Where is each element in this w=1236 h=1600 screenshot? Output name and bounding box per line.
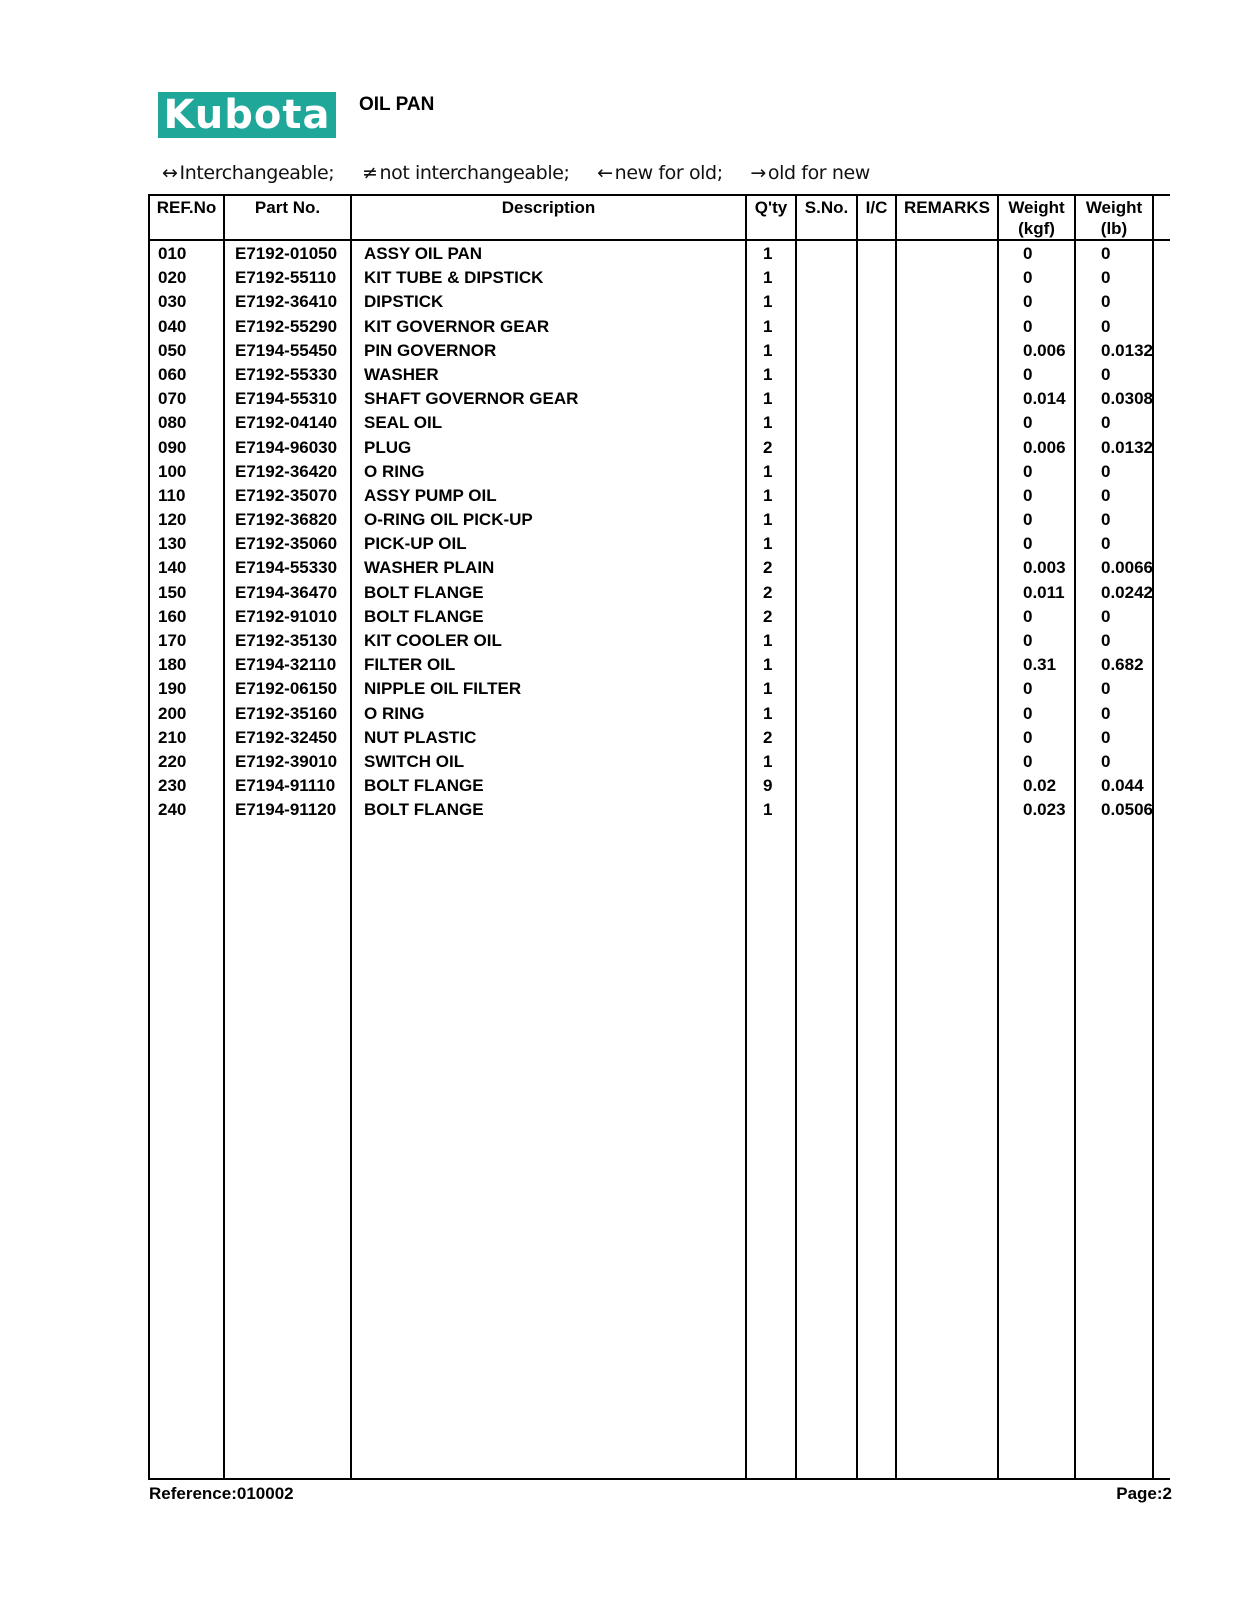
cell-qty: 2 <box>763 606 773 626</box>
cell-qty: 1 <box>763 655 773 675</box>
cell-qty: 1 <box>763 703 773 723</box>
cell-desc: NIPPLE OIL FILTER <box>364 679 522 699</box>
cell-desc: ASSY PUMP OIL <box>364 485 497 505</box>
legend-item: ↔ Interchangeable; <box>162 162 335 184</box>
cell-kgf: 0 <box>1023 606 1033 626</box>
cell-desc: KIT TUBE & DIPSTICK <box>364 268 544 288</box>
table-row <box>148 363 1170 387</box>
header-divider <box>148 239 1170 241</box>
cell-ref: 020 <box>158 268 187 288</box>
table-row <box>148 387 1170 411</box>
cell-desc: PIN GOVERNOR <box>364 340 497 360</box>
cell-lb: 0.0242 <box>1101 582 1153 602</box>
arrow-left-icon: ← <box>597 162 613 184</box>
cell-kgf: 0 <box>1023 316 1033 336</box>
logo-text: Kubota <box>163 92 331 138</box>
table-row <box>148 242 1170 266</box>
cell-ref: 220 <box>158 751 187 771</box>
cell-ref: 160 <box>158 606 187 626</box>
cell-ref: 090 <box>158 437 187 457</box>
cell-part: E7194-36470 <box>235 582 338 602</box>
cell-qty: 1 <box>763 244 773 263</box>
cell-qty: 1 <box>763 413 773 433</box>
cell-qty: 1 <box>763 316 773 336</box>
cell-lb: 0 <box>1101 703 1111 723</box>
not-equal-icon: ≠ <box>361 162 378 184</box>
cell-part: E7192-35060 <box>235 534 338 554</box>
table-row <box>148 532 1170 556</box>
cell-kgf: 0 <box>1023 534 1033 554</box>
cell-kgf: 0.023 <box>1023 800 1066 820</box>
cell-ref: 140 <box>158 558 187 578</box>
cell-desc: O RING <box>364 703 425 723</box>
cell-desc: BOLT FLANGE <box>364 582 484 602</box>
cell-kgf: 0.006 <box>1023 340 1066 360</box>
cell-kgf: 0 <box>1023 631 1033 650</box>
table-row <box>148 581 1170 605</box>
cell-part: E7194-91110 <box>235 776 336 796</box>
table-row <box>148 605 1170 629</box>
cell-lb: 0 <box>1101 727 1111 747</box>
page-number: Page:2 <box>1116 1484 1172 1503</box>
table-row <box>148 266 1170 290</box>
table-row <box>148 556 1170 580</box>
cell-kgf: 0 <box>1023 703 1033 723</box>
cell-kgf: 0 <box>1023 413 1033 433</box>
cell-desc: NUT PLASTIC <box>364 727 477 747</box>
cell-lb: 0.682 <box>1101 655 1144 675</box>
cell-qty: 1 <box>763 534 773 554</box>
header-weight-kgf: Weight (kgf) <box>1008 198 1065 238</box>
cell-lb: 0.0132 <box>1101 340 1153 360</box>
table-row <box>148 484 1170 508</box>
cell-qty: 1 <box>763 268 773 288</box>
cell-lb: 0 <box>1101 534 1111 554</box>
legend-item: → old for new <box>750 162 870 184</box>
cell-desc: WASHER PLAIN <box>364 558 495 578</box>
table-row <box>148 726 1170 750</box>
cell-qty: 1 <box>763 292 773 312</box>
cell-part: E7192-35070 <box>235 485 338 505</box>
table-row <box>148 774 1170 798</box>
cell-desc: O RING <box>364 461 425 481</box>
cell-desc: PLUG <box>364 437 412 457</box>
table-row <box>148 677 1170 701</box>
cell-kgf: 0 <box>1023 751 1033 771</box>
cell-kgf: 0.006 <box>1023 437 1066 457</box>
cell-ref: 080 <box>158 413 187 433</box>
cell-kgf: 0 <box>1023 727 1033 747</box>
cell-qty: 1 <box>763 800 773 820</box>
cell-ref: 030 <box>158 292 187 312</box>
cell-lb: 0 <box>1101 364 1111 384</box>
cell-part: E7194-55310 <box>235 389 338 409</box>
cell-qty: 1 <box>763 679 773 699</box>
cell-ref: 100 <box>158 461 187 481</box>
cell-ref: 050 <box>158 340 187 360</box>
cell-desc: DIPSTICK <box>364 292 444 312</box>
cell-qty: 1 <box>763 485 773 505</box>
cell-qty: 2 <box>763 727 773 747</box>
cell-desc: SHAFT GOVERNOR GEAR <box>364 389 579 409</box>
cell-kgf: 0.31 <box>1023 655 1057 675</box>
cell-part: E7192-01050 <box>235 244 338 263</box>
cell-desc: BOLT FLANGE <box>364 776 484 796</box>
cell-ref: 230 <box>158 776 187 796</box>
cell-lb: 0 <box>1101 606 1111 626</box>
header-remarks: REMARKS <box>904 198 990 217</box>
cell-kgf: 0.011 <box>1023 582 1065 602</box>
cell-kgf: 0.003 <box>1023 558 1066 578</box>
cell-part: E7192-35130 <box>235 631 338 650</box>
cell-part: E7192-35160 <box>235 703 338 723</box>
cell-lb: 0.0506 <box>1101 800 1153 820</box>
table-row <box>148 702 1170 726</box>
cell-qty: 1 <box>763 461 773 481</box>
cell-qty: 1 <box>763 340 773 360</box>
cell-lb: 0 <box>1101 268 1111 288</box>
table-row <box>148 315 1170 339</box>
cell-part: E7192-04140 <box>235 413 338 433</box>
cell-qty: 2 <box>763 558 773 578</box>
cell-part: E7194-91120 <box>235 800 337 820</box>
cell-part: E7192-32450 <box>235 727 338 747</box>
cell-ref: 130 <box>158 534 187 554</box>
cell-lb: 0 <box>1101 244 1111 263</box>
cell-ref: 120 <box>158 510 187 530</box>
header-qty: Q'ty <box>754 198 788 217</box>
cell-part: E7194-55330 <box>235 558 338 578</box>
cell-kgf: 0 <box>1023 244 1033 263</box>
header-description: Description <box>501 198 596 217</box>
cell-lb: 0.0308 <box>1101 389 1153 409</box>
kubota-logo <box>158 92 336 138</box>
cell-qty: 2 <box>763 437 773 457</box>
cell-part: E7192-91010 <box>235 606 338 626</box>
cell-desc: ASSY OIL PAN <box>364 244 483 263</box>
table-row <box>148 508 1170 532</box>
table-row <box>148 290 1170 314</box>
cell-ref: 210 <box>158 727 187 747</box>
cell-desc: SWITCH OIL <box>364 751 465 771</box>
cell-qty: 1 <box>763 364 773 384</box>
cell-kgf: 0 <box>1023 510 1033 530</box>
cell-qty: 1 <box>763 751 773 771</box>
interchangeable-icon: ↔ <box>162 162 178 184</box>
cell-lb: 0 <box>1101 316 1111 336</box>
cell-lb: 0 <box>1101 485 1111 505</box>
cell-ref: 200 <box>158 703 187 723</box>
legend-item: ≠ not interchangeable; <box>361 162 570 184</box>
cell-lb: 0.0132 <box>1101 437 1153 457</box>
cell-part: E7192-55290 <box>235 316 338 336</box>
table-row <box>148 750 1170 774</box>
cell-qty: 1 <box>763 631 773 650</box>
cell-lb: 0 <box>1101 679 1111 699</box>
cell-qty: 9 <box>763 776 773 796</box>
cell-ref: 070 <box>158 389 187 409</box>
cell-ref: 040 <box>158 316 187 336</box>
page-title: OIL PAN <box>359 94 435 115</box>
arrow-right-icon: → <box>750 162 766 184</box>
table-row <box>148 653 1170 677</box>
cell-kgf: 0 <box>1023 268 1033 288</box>
cell-part: E7192-36820 <box>235 510 338 530</box>
cell-desc: PICK-UP OIL <box>364 534 467 554</box>
table-row <box>148 629 1170 653</box>
header-sno: S.No. <box>804 198 849 217</box>
cell-desc: BOLT FLANGE <box>364 800 484 820</box>
cell-part: E7194-55450 <box>235 340 338 360</box>
cell-desc: KIT COOLER OIL <box>364 631 502 650</box>
header-ic: I/C <box>865 198 888 217</box>
table-row <box>148 339 1170 363</box>
cell-desc: SEAL OIL <box>364 413 443 433</box>
cell-kgf: 0 <box>1023 485 1033 505</box>
cell-ref: 170 <box>158 631 187 650</box>
table-row <box>148 436 1170 460</box>
cell-desc: BOLT FLANGE <box>364 606 484 626</box>
cell-lb: 0.044 <box>1101 776 1144 796</box>
cell-ref: 150 <box>158 582 187 602</box>
cell-kgf: 0 <box>1023 461 1033 481</box>
reference-label: Reference:010002 <box>149 1484 294 1503</box>
cell-part: E7194-32110 <box>235 655 337 675</box>
cell-part: E7192-39010 <box>235 751 338 771</box>
cell-lb: 0 <box>1101 292 1111 312</box>
table-row <box>148 798 1170 822</box>
cell-part: E7192-06150 <box>235 679 338 699</box>
cell-ref: 240 <box>158 800 187 820</box>
cell-qty: 2 <box>763 582 773 602</box>
cell-desc: FILTER OIL <box>364 655 456 675</box>
cell-part: E7192-55330 <box>235 364 338 384</box>
cell-kgf: 0 <box>1023 292 1033 312</box>
cell-lb: 0.0066 <box>1101 558 1153 578</box>
cell-lb: 0 <box>1101 413 1111 433</box>
cell-desc: KIT GOVERNOR GEAR <box>364 316 550 336</box>
cell-ref: 180 <box>158 655 187 675</box>
interchangeability-legend <box>162 162 892 184</box>
cell-kgf: 0.014 <box>1023 389 1066 409</box>
cell-lb: 0 <box>1101 631 1111 650</box>
cell-lb: 0 <box>1101 461 1111 481</box>
cell-desc: O-RING OIL PICK-UP <box>364 510 533 530</box>
table-body <box>148 242 1170 823</box>
cell-part: E7192-55110 <box>235 268 337 288</box>
cell-ref: 060 <box>158 364 187 384</box>
cell-ref: 010 <box>158 244 187 263</box>
cell-ref: 190 <box>158 679 187 699</box>
cell-lb: 0 <box>1101 751 1111 771</box>
cell-desc: WASHER <box>364 364 439 384</box>
cell-lb: 0 <box>1101 510 1111 530</box>
header-ref: REF.No <box>156 198 217 217</box>
legend-item: ← new for old; <box>597 162 723 184</box>
cell-kgf: 0.02 <box>1023 776 1057 796</box>
cell-qty: 1 <box>763 510 773 530</box>
table-row <box>148 411 1170 435</box>
cell-ref: 110 <box>158 485 186 505</box>
table-row <box>148 460 1170 484</box>
cell-kgf: 0 <box>1023 679 1033 699</box>
header-weight-lb: Weight (lb) <box>1085 198 1143 238</box>
cell-qty: 1 <box>763 389 773 409</box>
header-part: Part No. <box>254 198 321 217</box>
cell-part: E7194-96030 <box>235 437 338 457</box>
cell-part: E7192-36410 <box>235 292 338 312</box>
cell-kgf: 0 <box>1023 364 1033 384</box>
cell-part: E7192-36420 <box>235 461 338 481</box>
